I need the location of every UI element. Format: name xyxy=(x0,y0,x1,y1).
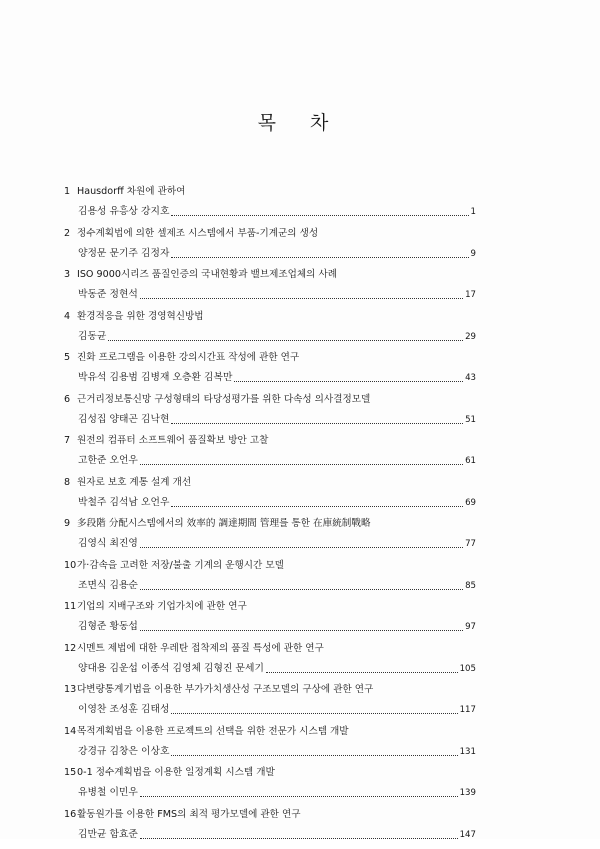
toc-entry xyxy=(64,683,476,725)
dot-leader xyxy=(171,423,463,424)
dot-leader xyxy=(140,589,463,590)
toc-entry-author-line xyxy=(64,411,476,427)
toc-entry-page: 29 xyxy=(465,330,476,344)
toc-entry xyxy=(64,185,476,227)
toc-entry-title: 기업의 지배구조와 기업가치에 관한 연구 xyxy=(77,601,247,612)
table-of-contents xyxy=(64,185,476,849)
toc-entry-authors: 이영찬 조성훈 김태성 xyxy=(64,703,171,717)
toc-entry-number: 5 xyxy=(64,351,77,365)
toc-entry xyxy=(64,766,476,808)
toc-entry-page: 131 xyxy=(460,745,476,759)
toc-entry-title-line xyxy=(64,725,349,739)
toc-entry-title: Hausdorff 차원에 관하여 xyxy=(77,186,185,197)
dot-leader xyxy=(171,257,468,258)
toc-entry-title: 원자로 보호 계통 설계 개선 xyxy=(77,477,191,488)
toc-entry-title-line xyxy=(64,766,275,780)
dot-leader xyxy=(266,672,458,673)
toc-entry-number: 1 xyxy=(64,185,77,199)
toc-entry-page: 51 xyxy=(465,413,476,427)
toc-entry-page: 1 xyxy=(471,205,476,219)
toc-entry-number: 15 xyxy=(64,766,77,780)
toc-entry-title: 원전의 컴퓨터 소프트웨어 품질확보 방안 고찰 xyxy=(77,435,268,446)
toc-entry-number: 6 xyxy=(64,393,77,407)
toc-entry-author-line xyxy=(64,618,476,634)
toc-entry-author-line xyxy=(64,577,476,593)
dot-leader xyxy=(171,215,468,216)
toc-entry-title: 진화 프로그램을 이용한 강의시간표 작성에 관한 연구 xyxy=(77,352,299,363)
toc-entry-title-line xyxy=(64,227,318,241)
toc-entry xyxy=(64,517,476,559)
toc-entry-number: 2 xyxy=(64,227,77,241)
dot-leader xyxy=(140,796,458,797)
toc-entry-page: 9 xyxy=(471,247,476,261)
toc-entry-authors: 박철주 김석남 오언우 xyxy=(64,496,171,510)
toc-entry-page: 105 xyxy=(460,662,476,676)
toc-entry-page: 43 xyxy=(465,371,476,385)
dot-leader xyxy=(140,838,458,839)
toc-entry-author-line xyxy=(64,826,476,842)
dot-leader xyxy=(140,547,463,548)
toc-entry-page: 117 xyxy=(460,703,476,717)
toc-entry-title: 다변량통계기법을 이용한 부가가치생산성 구조모델의 구상에 관한 연구 xyxy=(77,684,373,695)
toc-entry-authors: 박유석 김용범 김병재 오층환 김복만 xyxy=(64,371,234,385)
toc-entry-page: 85 xyxy=(465,579,476,593)
toc-entry-author-line xyxy=(64,743,476,759)
toc-entry-author-line xyxy=(64,245,476,261)
toc-entry-author-line xyxy=(64,701,476,717)
toc-entry-number: 12 xyxy=(64,642,77,656)
toc-entry-title: 0-1 정수계획법을 이용한 일정계획 시스템 개발 xyxy=(77,767,275,778)
toc-entry-page: 147 xyxy=(460,828,476,842)
toc-entry-title-line xyxy=(64,517,371,531)
toc-entry xyxy=(64,559,476,601)
toc-entry-page: 61 xyxy=(465,454,476,468)
toc-entry xyxy=(64,725,476,767)
toc-entry-page: 17 xyxy=(465,288,476,302)
dot-leader xyxy=(234,381,463,382)
dot-leader xyxy=(140,298,463,299)
dot-leader xyxy=(171,755,457,756)
toc-entry-author-line xyxy=(64,660,476,676)
toc-entry xyxy=(64,310,476,352)
toc-entry-author-line xyxy=(64,452,476,468)
toc-entry-title-line xyxy=(64,268,337,282)
toc-entry-page: 77 xyxy=(465,537,476,551)
toc-entry-title: 정수계획법에 의한 셀제조 시스템에서 부품-기계군의 생성 xyxy=(77,228,318,239)
toc-entry-author-line xyxy=(64,369,476,385)
toc-entry-author-line xyxy=(64,784,476,800)
toc-entry-title: 환경적응을 위한 경영혁신방법 xyxy=(77,311,204,322)
dot-leader xyxy=(140,630,463,631)
toc-entry-title-line xyxy=(64,642,324,656)
toc-entry xyxy=(64,268,476,310)
toc-entry-authors: 김만균 함효준 xyxy=(64,828,140,842)
toc-entry-title-line xyxy=(64,600,247,614)
toc-entry-title-line xyxy=(64,559,284,573)
toc-entry-authors: 김형준 황동섭 xyxy=(64,620,140,634)
toc-entry xyxy=(64,351,476,393)
dot-leader xyxy=(108,340,463,341)
toc-entry-title-line xyxy=(64,683,373,697)
toc-entry-title-line xyxy=(64,310,204,324)
toc-entry-number: 4 xyxy=(64,310,77,324)
toc-entry-title-line xyxy=(64,393,370,407)
page-title: 목 차 xyxy=(0,108,600,135)
dot-leader xyxy=(171,713,457,714)
toc-entry xyxy=(64,393,476,435)
toc-entry-title-line xyxy=(64,351,299,365)
toc-entry-authors: 김영식 최진영 xyxy=(64,537,140,551)
toc-entry-authors: 양대용 김운섭 이종석 김영체 김형진 문세기 xyxy=(64,662,266,676)
toc-entry-title-line xyxy=(64,476,191,490)
toc-entry-number: 9 xyxy=(64,517,77,531)
toc-entry-number: 7 xyxy=(64,434,77,448)
toc-entry-author-line xyxy=(64,494,476,510)
dot-leader xyxy=(140,464,463,465)
toc-entry-authors: 고한준 오언우 xyxy=(64,454,140,468)
toc-entry-author-line xyxy=(64,535,476,551)
toc-entry-authors: 김용성 유흥상 강지호 xyxy=(64,205,171,219)
toc-entry-title: 가·감속을 고려한 저장/불출 기계의 운행시간 모델 xyxy=(77,560,284,571)
dot-leader xyxy=(171,506,463,507)
toc-entry-number: 8 xyxy=(64,476,77,490)
toc-entry-title: 목적계획법을 이용한 프로젝트의 선택을 위한 전문가 시스템 개발 xyxy=(77,726,349,737)
toc-entry-title: 근거리정보통신망 구성형태의 타당성평가를 위한 다속성 의사결정모델 xyxy=(77,394,370,405)
toc-entry xyxy=(64,808,476,849)
toc-entry-page: 69 xyxy=(465,496,476,510)
toc-entry-authors: 박동준 정현석 xyxy=(64,288,140,302)
toc-entry-number: 14 xyxy=(64,725,77,739)
toc-entry-title-line xyxy=(64,434,268,448)
toc-entry-title-line xyxy=(64,808,301,822)
toc-entry-authors: 김동균 xyxy=(64,330,108,344)
toc-entry-number: 16 xyxy=(64,808,77,822)
toc-entry xyxy=(64,227,476,269)
toc-entry-authors: 유병철 이민우 xyxy=(64,786,140,800)
toc-entry xyxy=(64,600,476,642)
toc-entry-authors: 양정문 문기주 김정자 xyxy=(64,247,171,261)
toc-entry-page: 139 xyxy=(460,786,476,800)
toc-entry-authors: 김성집 양태곤 김낙현 xyxy=(64,413,171,427)
toc-entry-title: 多段階 分配시스템에서의 效率的 調達期間 管理를 통한 在庫統制戰略 xyxy=(77,518,371,529)
toc-entry-number: 3 xyxy=(64,268,77,282)
toc-entry-author-line xyxy=(64,286,476,302)
toc-entry-author-line xyxy=(64,203,476,219)
toc-entry-number: 10 xyxy=(64,559,77,573)
toc-entry xyxy=(64,476,476,518)
toc-entry-number: 13 xyxy=(64,683,77,697)
toc-entry-authors: 강경규 김창은 이상호 xyxy=(64,745,171,759)
toc-entry-authors: 조면식 김용순 xyxy=(64,579,140,593)
toc-entry-author-line xyxy=(64,328,476,344)
toc-entry-title: 시멘트 제법에 대한 우레탄 접착제의 품질 특성에 관한 연구 xyxy=(77,643,324,654)
toc-entry-page: 97 xyxy=(465,620,476,634)
toc-entry-number: 11 xyxy=(64,600,77,614)
toc-entry xyxy=(64,434,476,476)
toc-entry-title: 활동원가를 이용한 FMS의 최적 평가모델에 관한 연구 xyxy=(77,809,301,820)
toc-entry-title-line xyxy=(64,185,185,199)
toc-entry xyxy=(64,642,476,684)
toc-entry-title: ISO 9000시리즈 품질인증의 국내현황과 밸브제조업체의 사례 xyxy=(77,269,337,280)
